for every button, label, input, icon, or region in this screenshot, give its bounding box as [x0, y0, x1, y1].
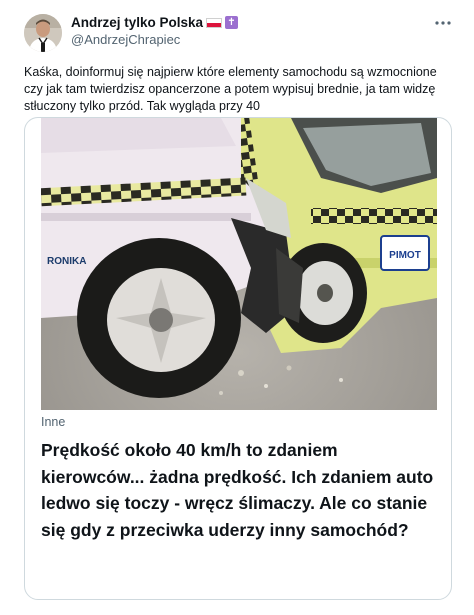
poland-flag-icon — [206, 18, 222, 28]
avatar[interactable] — [24, 14, 62, 52]
more-options-button[interactable] — [432, 12, 454, 34]
author-name-row[interactable] — [71, 14, 238, 31]
link-card[interactable] — [24, 117, 452, 600]
author-block — [71, 14, 238, 48]
more-options-icon — [435, 21, 451, 25]
author-handle[interactable]: @AndrzejChrapiec — [71, 32, 181, 47]
pimot-logo: PIMOT — [389, 250, 421, 261]
crash-test-photo — [41, 118, 437, 410]
card-title[interactable]: Prędkość około 40 km/h to zdaniem kierowców... żadna prędkość. Ich zdaniem auto ledwo się toczy - wręcz ślimaczy. Ale co stanie się gdy z przeciwka uderzy inny samochód? — [41, 440, 434, 540]
ronika-logo: RONIKA — [47, 256, 87, 267]
card-image[interactable] — [41, 118, 437, 410]
card-category: Inne — [41, 415, 66, 429]
author-name[interactable]: Andrzej tylko Polska — [71, 15, 204, 30]
latin-cross-icon: ✝ — [225, 16, 238, 29]
tweet-text: Kaśka, doinformuj się najpierw które elementy samochodu są wzmocnione czy jak tam twierdzisz opancerzone a potem wypisuj brednie, ja tam widzę stłuczony tylko przód. Tak wygląda przy 40 — [24, 65, 437, 113]
avatar-photo — [24, 14, 62, 52]
